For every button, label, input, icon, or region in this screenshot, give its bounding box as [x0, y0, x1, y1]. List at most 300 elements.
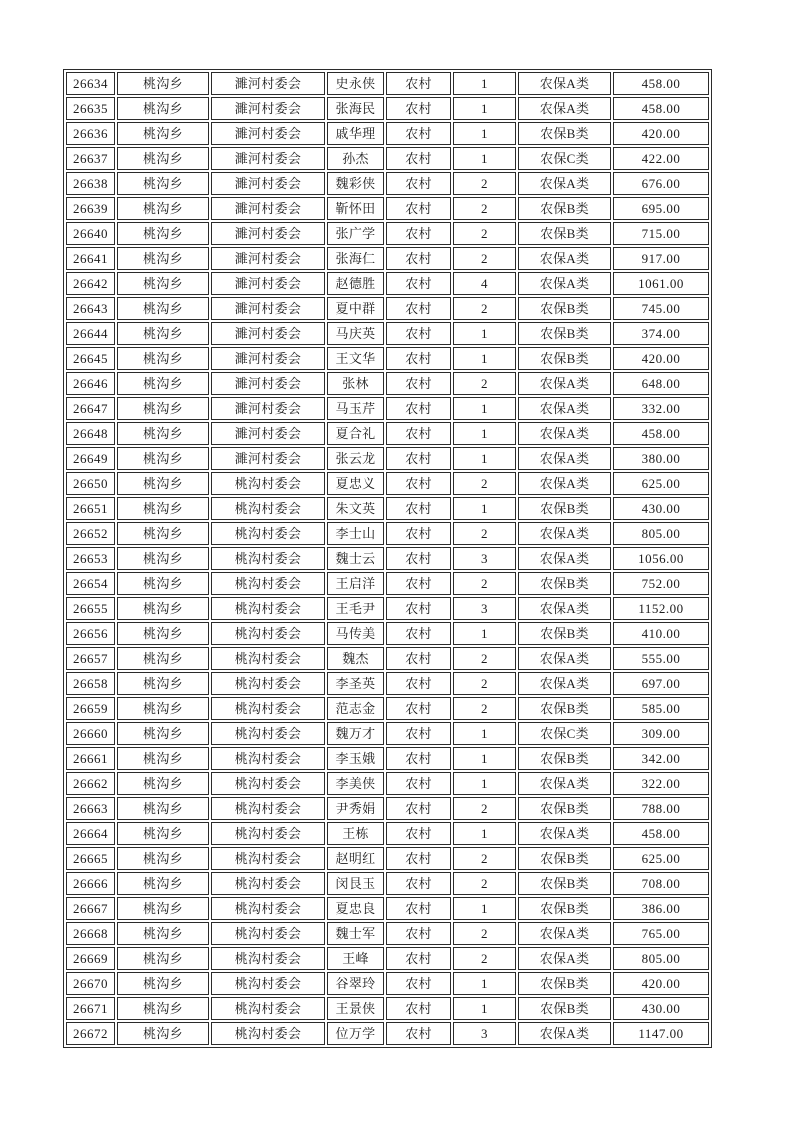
- table-row: [66, 197, 709, 220]
- table-row: [66, 872, 709, 895]
- table-cell: 26645: [66, 347, 115, 370]
- table-cell: 桃沟乡: [117, 697, 209, 720]
- table-row: [66, 347, 709, 370]
- table-cell: 农村: [386, 147, 451, 170]
- table-row: [66, 622, 709, 645]
- table-row: [66, 397, 709, 420]
- table-cell: 马传美: [327, 622, 384, 645]
- table-cell: 805.00: [613, 947, 709, 970]
- table-cell: 张海民: [327, 97, 384, 120]
- table-cell: 王景侠: [327, 997, 384, 1020]
- table-row: [66, 222, 709, 245]
- table-row: [66, 947, 709, 970]
- table-cell: 农村: [386, 447, 451, 470]
- table-cell: 458.00: [613, 72, 709, 95]
- table-cell: 420.00: [613, 347, 709, 370]
- table-cell: 桃沟乡: [117, 747, 209, 770]
- table-cell: 桃沟乡: [117, 672, 209, 695]
- table-cell: 1: [453, 72, 516, 95]
- table-cell: 桃沟乡: [117, 547, 209, 570]
- table-cell: 332.00: [613, 397, 709, 420]
- table-row: [66, 297, 709, 320]
- table-cell: 李美侠: [327, 772, 384, 795]
- table-cell: 农保B类: [518, 747, 611, 770]
- table-cell: 695.00: [613, 197, 709, 220]
- table-row: [66, 72, 709, 95]
- table-cell: 桃沟乡: [117, 372, 209, 395]
- table-row: [66, 647, 709, 670]
- table-cell: 濉河村委会: [211, 197, 325, 220]
- table-cell: 697.00: [613, 672, 709, 695]
- table-cell: 农保B类: [518, 347, 611, 370]
- table-cell: 桃沟村委会: [211, 697, 325, 720]
- table-cell: 农保B类: [518, 197, 611, 220]
- table-cell: 农村: [386, 622, 451, 645]
- table-cell: 农保A类: [518, 822, 611, 845]
- table-cell: 濉河村委会: [211, 147, 325, 170]
- table-cell: 农村: [386, 847, 451, 870]
- table-cell: 孙杰: [327, 147, 384, 170]
- table-cell: 桃沟村委会: [211, 622, 325, 645]
- table-cell: 4: [453, 272, 516, 295]
- table-cell: 戚华理: [327, 122, 384, 145]
- table-cell: 2: [453, 847, 516, 870]
- table-cell: 桃沟村委会: [211, 1022, 325, 1045]
- table-cell: 赵明红: [327, 847, 384, 870]
- table-cell: 张云龙: [327, 447, 384, 470]
- table-cell: 805.00: [613, 522, 709, 545]
- table-cell: 26660: [66, 722, 115, 745]
- table-row: [66, 972, 709, 995]
- table-cell: 1: [453, 347, 516, 370]
- table-cell: 422.00: [613, 147, 709, 170]
- table-cell: 濉河村委会: [211, 72, 325, 95]
- table-row: [66, 697, 709, 720]
- table-cell: 王栋: [327, 822, 384, 845]
- table-cell: 桃沟村委会: [211, 497, 325, 520]
- table-cell: 农保B类: [518, 572, 611, 595]
- table-cell: 王峰: [327, 947, 384, 970]
- table-cell: 农村: [386, 747, 451, 770]
- table-cell: 26644: [66, 322, 115, 345]
- table-cell: 桃沟乡: [117, 997, 209, 1020]
- table-cell: 农村: [386, 397, 451, 420]
- table-cell: 王毛尹: [327, 597, 384, 620]
- table-cell: 1147.00: [613, 1022, 709, 1045]
- table-cell: 桃沟乡: [117, 497, 209, 520]
- table-cell: 26652: [66, 522, 115, 545]
- table-cell: 农保B类: [518, 497, 611, 520]
- table-cell: 2: [453, 172, 516, 195]
- table-cell: 农村: [386, 697, 451, 720]
- table-cell: 桃沟乡: [117, 772, 209, 795]
- table-cell: 585.00: [613, 697, 709, 720]
- table-cell: 26646: [66, 372, 115, 395]
- table-cell: 26665: [66, 847, 115, 870]
- table-cell: 3: [453, 547, 516, 570]
- benefits-roster-table: [63, 69, 712, 1048]
- table-cell: 农村: [386, 247, 451, 270]
- table-cell: 桃沟乡: [117, 922, 209, 945]
- table-row: [66, 247, 709, 270]
- table-cell: 桃沟村委会: [211, 947, 325, 970]
- table-cell: 濉河村委会: [211, 397, 325, 420]
- table-cell: 1056.00: [613, 547, 709, 570]
- table-cell: 1: [453, 747, 516, 770]
- table-cell: 濉河村委会: [211, 372, 325, 395]
- table-row: [66, 322, 709, 345]
- table-cell: 闵艮玉: [327, 872, 384, 895]
- table-cell: 农村: [386, 97, 451, 120]
- table-cell: 农村: [386, 222, 451, 245]
- table-cell: 458.00: [613, 822, 709, 845]
- table-cell: 1152.00: [613, 597, 709, 620]
- table-cell: 26641: [66, 247, 115, 270]
- table-cell: 农村: [386, 597, 451, 620]
- table-cell: 2: [453, 872, 516, 895]
- table-cell: 26647: [66, 397, 115, 420]
- table-cell: 农村: [386, 897, 451, 920]
- table-cell: 谷翠玲: [327, 972, 384, 995]
- table-cell: 农保B类: [518, 222, 611, 245]
- table-cell: 309.00: [613, 722, 709, 745]
- table-cell: 农村: [386, 972, 451, 995]
- table-cell: 26649: [66, 447, 115, 470]
- table-cell: 26651: [66, 497, 115, 520]
- table-cell: 农村: [386, 172, 451, 195]
- table-cell: 农村: [386, 872, 451, 895]
- table-cell: 农保A类: [518, 672, 611, 695]
- table-cell: 26669: [66, 947, 115, 970]
- table-cell: 桃沟乡: [117, 797, 209, 820]
- table-cell: 夏中群: [327, 297, 384, 320]
- table-cell: 桃沟村委会: [211, 572, 325, 595]
- table-cell: 3: [453, 597, 516, 620]
- table-cell: 农保A类: [518, 72, 611, 95]
- table-cell: 桃沟乡: [117, 947, 209, 970]
- table-cell: 桃沟村委会: [211, 997, 325, 1020]
- table-cell: 26654: [66, 572, 115, 595]
- table-cell: 26636: [66, 122, 115, 145]
- table-cell: 农保A类: [518, 1022, 611, 1045]
- table-cell: 农村: [386, 947, 451, 970]
- table-cell: 26664: [66, 822, 115, 845]
- table-cell: 农村: [386, 1022, 451, 1045]
- table-cell: 桃沟乡: [117, 1022, 209, 1045]
- table-row: [66, 172, 709, 195]
- table-cell: 农村: [386, 322, 451, 345]
- table-row: [66, 847, 709, 870]
- table-cell: 农村: [386, 772, 451, 795]
- table-cell: 农保B类: [518, 622, 611, 645]
- table-cell: 26672: [66, 1022, 115, 1045]
- table-cell: 农保B类: [518, 897, 611, 920]
- table-cell: 桃沟村委会: [211, 722, 325, 745]
- table-row: [66, 772, 709, 795]
- table-cell: 濉河村委会: [211, 347, 325, 370]
- table-cell: 农村: [386, 197, 451, 220]
- table-cell: 桃沟乡: [117, 597, 209, 620]
- table-row: [66, 597, 709, 620]
- table-cell: 2: [453, 297, 516, 320]
- table-cell: 桃沟乡: [117, 97, 209, 120]
- table-cell: 26640: [66, 222, 115, 245]
- table-cell: 26635: [66, 97, 115, 120]
- table-cell: 濉河村委会: [211, 172, 325, 195]
- table-cell: 农保A类: [518, 397, 611, 420]
- table-cell: 752.00: [613, 572, 709, 595]
- table-row: [66, 272, 709, 295]
- table-cell: 26668: [66, 922, 115, 945]
- table-cell: 农保A类: [518, 97, 611, 120]
- table-cell: 农村: [386, 647, 451, 670]
- table-cell: 农村: [386, 347, 451, 370]
- table-cell: 农保B类: [518, 797, 611, 820]
- table-row: [66, 97, 709, 120]
- table-cell: 桃沟村委会: [211, 772, 325, 795]
- table-cell: 农保A类: [518, 597, 611, 620]
- table-cell: 王文华: [327, 347, 384, 370]
- table-cell: 桃沟村委会: [211, 897, 325, 920]
- table-cell: 农保C类: [518, 147, 611, 170]
- table-cell: 农保A类: [518, 172, 611, 195]
- table-cell: 26667: [66, 897, 115, 920]
- table-cell: 745.00: [613, 297, 709, 320]
- table-cell: 桃沟村委会: [211, 597, 325, 620]
- table-cell: 农保A类: [518, 522, 611, 545]
- table-cell: 410.00: [613, 622, 709, 645]
- table-cell: 2: [453, 222, 516, 245]
- table-cell: 26663: [66, 797, 115, 820]
- table-cell: 桃沟村委会: [211, 747, 325, 770]
- table-cell: 濉河村委会: [211, 122, 325, 145]
- table-cell: 农保A类: [518, 772, 611, 795]
- table-cell: 386.00: [613, 897, 709, 920]
- table-cell: 农保B类: [518, 122, 611, 145]
- table-cell: 农保A类: [518, 547, 611, 570]
- table-cell: 374.00: [613, 322, 709, 345]
- table-cell: 夏忠义: [327, 472, 384, 495]
- table-cell: 458.00: [613, 422, 709, 445]
- table-cell: 桃沟乡: [117, 347, 209, 370]
- table-cell: 1: [453, 772, 516, 795]
- table-cell: 788.00: [613, 797, 709, 820]
- table-cell: 尹秀娟: [327, 797, 384, 820]
- table-cell: 农保B类: [518, 872, 611, 895]
- table-cell: 桃沟乡: [117, 422, 209, 445]
- table-cell: 1: [453, 997, 516, 1020]
- table-row: [66, 472, 709, 495]
- table-cell: 555.00: [613, 647, 709, 670]
- table-row: [66, 672, 709, 695]
- table-cell: 魏杰: [327, 647, 384, 670]
- table-cell: 魏万才: [327, 722, 384, 745]
- table-cell: 濉河村委会: [211, 222, 325, 245]
- table-cell: 桃沟村委会: [211, 547, 325, 570]
- table-cell: 农村: [386, 422, 451, 445]
- table-cell: 1: [453, 722, 516, 745]
- table-cell: 桃沟乡: [117, 147, 209, 170]
- table-cell: 农保B类: [518, 322, 611, 345]
- table-cell: 2: [453, 922, 516, 945]
- table-cell: 26638: [66, 172, 115, 195]
- table-cell: 农村: [386, 272, 451, 295]
- table-cell: 2: [453, 247, 516, 270]
- table-cell: 农保A类: [518, 922, 611, 945]
- table-cell: 26637: [66, 147, 115, 170]
- table-cell: 李圣英: [327, 672, 384, 695]
- table-cell: 张林: [327, 372, 384, 395]
- table-cell: 桃沟村委会: [211, 847, 325, 870]
- table-cell: 夏合礼: [327, 422, 384, 445]
- table-cell: 2: [453, 947, 516, 970]
- table-cell: 1: [453, 147, 516, 170]
- table-cell: 430.00: [613, 997, 709, 1020]
- table-row: [66, 572, 709, 595]
- table-cell: 桃沟村委会: [211, 922, 325, 945]
- table-cell: 648.00: [613, 372, 709, 395]
- table-cell: 桃沟村委会: [211, 672, 325, 695]
- table-row: [66, 447, 709, 470]
- table-cell: 桃沟村委会: [211, 472, 325, 495]
- table-cell: 桃沟乡: [117, 522, 209, 545]
- table-cell: 农村: [386, 122, 451, 145]
- table-cell: 桃沟乡: [117, 72, 209, 95]
- table-cell: 1: [453, 122, 516, 145]
- table-cell: 濉河村委会: [211, 322, 325, 345]
- table-cell: 农村: [386, 797, 451, 820]
- table-row: [66, 822, 709, 845]
- table-cell: 桃沟乡: [117, 822, 209, 845]
- table-cell: 农保A类: [518, 247, 611, 270]
- table-cell: 桃沟乡: [117, 172, 209, 195]
- table-cell: 1: [453, 897, 516, 920]
- table-cell: 1: [453, 447, 516, 470]
- table-row: [66, 147, 709, 170]
- table-cell: 2: [453, 472, 516, 495]
- table-cell: 2: [453, 197, 516, 220]
- table-cell: 农村: [386, 997, 451, 1020]
- table-cell: 魏彩侠: [327, 172, 384, 195]
- table-cell: 26653: [66, 547, 115, 570]
- table-cell: 农村: [386, 72, 451, 95]
- table-cell: 1: [453, 622, 516, 645]
- table-cell: 农保B类: [518, 997, 611, 1020]
- table-cell: 2: [453, 372, 516, 395]
- table-cell: 张广学: [327, 222, 384, 245]
- table-cell: 农村: [386, 297, 451, 320]
- table-row: [66, 497, 709, 520]
- table-cell: 桃沟乡: [117, 222, 209, 245]
- table-cell: 26671: [66, 997, 115, 1020]
- table-cell: 380.00: [613, 447, 709, 470]
- table-cell: 农村: [386, 497, 451, 520]
- table-cell: 农保B类: [518, 297, 611, 320]
- table-cell: 魏士云: [327, 547, 384, 570]
- table-cell: 农保B类: [518, 697, 611, 720]
- table-cell: 26661: [66, 747, 115, 770]
- table-cell: 1061.00: [613, 272, 709, 295]
- table-cell: 1: [453, 422, 516, 445]
- table-cell: 1: [453, 497, 516, 520]
- table-cell: 625.00: [613, 847, 709, 870]
- table-cell: 1: [453, 822, 516, 845]
- table-cell: 位万学: [327, 1022, 384, 1045]
- table-row: [66, 897, 709, 920]
- table-cell: 3: [453, 1022, 516, 1045]
- table-cell: 马庆英: [327, 322, 384, 345]
- table-cell: 26662: [66, 772, 115, 795]
- table-cell: 史永侠: [327, 72, 384, 95]
- table-cell: 农保C类: [518, 722, 611, 745]
- table-cell: 桃沟乡: [117, 272, 209, 295]
- table-cell: 桃沟村委会: [211, 647, 325, 670]
- table-cell: 李士山: [327, 522, 384, 545]
- table-cell: 桃沟村委会: [211, 972, 325, 995]
- table-cell: 农村: [386, 372, 451, 395]
- table-cell: 农保A类: [518, 447, 611, 470]
- table-cell: 917.00: [613, 247, 709, 270]
- table-cell: 濉河村委会: [211, 422, 325, 445]
- table-row: [66, 747, 709, 770]
- table-cell: 765.00: [613, 922, 709, 945]
- table-cell: 26659: [66, 697, 115, 720]
- table-cell: 濉河村委会: [211, 97, 325, 120]
- table-cell: 2: [453, 572, 516, 595]
- table-cell: 桃沟乡: [117, 297, 209, 320]
- table-cell: 农村: [386, 822, 451, 845]
- table-cell: 26648: [66, 422, 115, 445]
- table-cell: 322.00: [613, 772, 709, 795]
- table-cell: 桃沟村委会: [211, 822, 325, 845]
- table-cell: 农保A类: [518, 472, 611, 495]
- table-cell: 朱文英: [327, 497, 384, 520]
- table-cell: 濉河村委会: [211, 447, 325, 470]
- table-cell: 708.00: [613, 872, 709, 895]
- table-cell: 桃沟乡: [117, 572, 209, 595]
- table-cell: 濉河村委会: [211, 272, 325, 295]
- table-cell: 26657: [66, 647, 115, 670]
- table-cell: 农保B类: [518, 972, 611, 995]
- table-cell: 张海仁: [327, 247, 384, 270]
- table-cell: 26656: [66, 622, 115, 645]
- table-cell: 26639: [66, 197, 115, 220]
- table-cell: 农村: [386, 572, 451, 595]
- table-cell: 农村: [386, 472, 451, 495]
- table-cell: 魏士军: [327, 922, 384, 945]
- table-cell: 农村: [386, 547, 451, 570]
- table-cell: 桃沟乡: [117, 897, 209, 920]
- table-cell: 1: [453, 97, 516, 120]
- table-cell: 桃沟乡: [117, 847, 209, 870]
- table-cell: 1: [453, 322, 516, 345]
- table-cell: 2: [453, 672, 516, 695]
- table-body: [66, 72, 709, 1045]
- table-cell: 26658: [66, 672, 115, 695]
- table-row: [66, 522, 709, 545]
- table-cell: 桃沟乡: [117, 472, 209, 495]
- table-cell: 农保A类: [518, 647, 611, 670]
- table-cell: 342.00: [613, 747, 709, 770]
- table-cell: 桃沟乡: [117, 972, 209, 995]
- table-cell: 农保A类: [518, 422, 611, 445]
- table-cell: 农保A类: [518, 272, 611, 295]
- table-cell: 桃沟村委会: [211, 797, 325, 820]
- table-row: [66, 122, 709, 145]
- table-cell: 农保B类: [518, 847, 611, 870]
- table-cell: 625.00: [613, 472, 709, 495]
- table-cell: 2: [453, 797, 516, 820]
